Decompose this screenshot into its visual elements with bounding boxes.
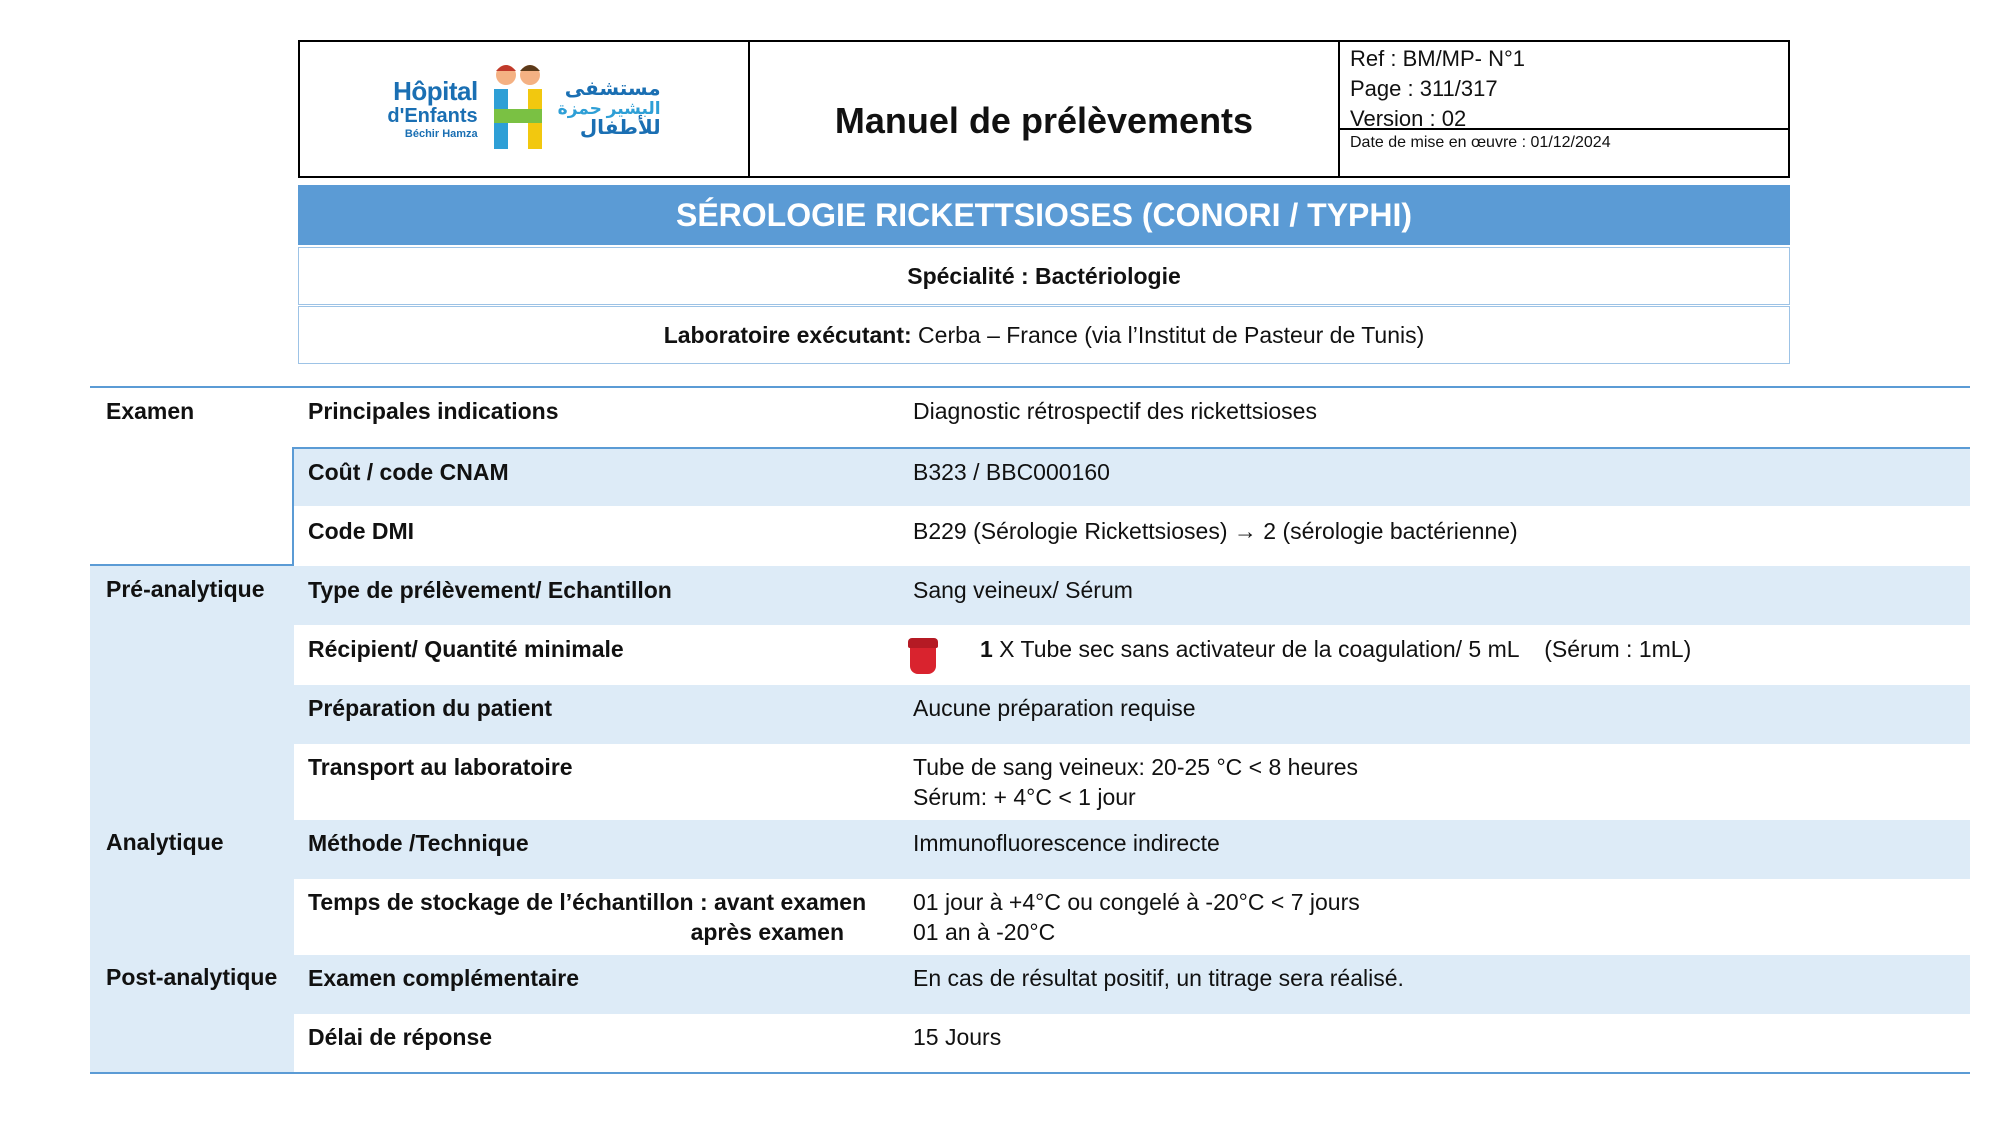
document-title: Manuel de prélèvements bbox=[834, 100, 1254, 141]
implementation-date: Date de mise en œuvre : 01/12/2024 bbox=[1350, 134, 1611, 151]
laboratory-value: Cerba – France (via l’Institut de Pasteur de Tunis) bbox=[911, 321, 1425, 348]
document-header bbox=[298, 40, 1790, 178]
table-top-rule bbox=[90, 386, 1970, 388]
page-number: Page : 311/317 bbox=[1350, 76, 1498, 101]
document-title-cell bbox=[750, 42, 1340, 176]
examen-group-bottom bbox=[90, 564, 294, 566]
examen-group-rule bbox=[294, 447, 1970, 449]
children-h-logo-icon bbox=[486, 61, 550, 157]
laboratory-row bbox=[298, 306, 1790, 364]
section-analytique: Analytique bbox=[106, 829, 224, 855]
section-post-analytique: Post-analytique bbox=[106, 964, 278, 990]
hospital-logo bbox=[300, 42, 750, 176]
reference-cell bbox=[1340, 42, 1788, 176]
table-bottom-rule bbox=[90, 1072, 1970, 1074]
reference-info bbox=[1340, 42, 1788, 130]
section-pre-analytique: Pré-analytique bbox=[106, 576, 265, 602]
specialty-row bbox=[298, 247, 1790, 305]
logo-arabic-text: مستشفى البشير حمزة للأطفال bbox=[557, 78, 661, 139]
container-description: X Tube sec sans activateur de la coagulation/ 5 mL (Sérum : 1mL) bbox=[992, 636, 1692, 662]
exam-title-banner: SÉROLOGIE RICKETTSIOSES (CONORI / TYPHI) bbox=[298, 185, 1790, 245]
tube-quantity: 1 bbox=[980, 636, 993, 662]
section-examen: Examen bbox=[106, 398, 195, 424]
laboratory-label: Laboratoire exécutant: bbox=[663, 321, 912, 348]
reference-number: Ref : BM/MP- N°1 bbox=[1350, 46, 1526, 71]
red-blood-tube-icon bbox=[910, 638, 936, 674]
examen-group-divider bbox=[292, 447, 294, 566]
version-number: Version : 02 bbox=[1350, 106, 1467, 131]
specialty-label: Spécialité : Bactériologie bbox=[907, 262, 1181, 289]
logo-latin-text: Hôpital d'Enfants Béchir Hamza bbox=[387, 76, 478, 140]
row-shade bbox=[294, 447, 1970, 506]
